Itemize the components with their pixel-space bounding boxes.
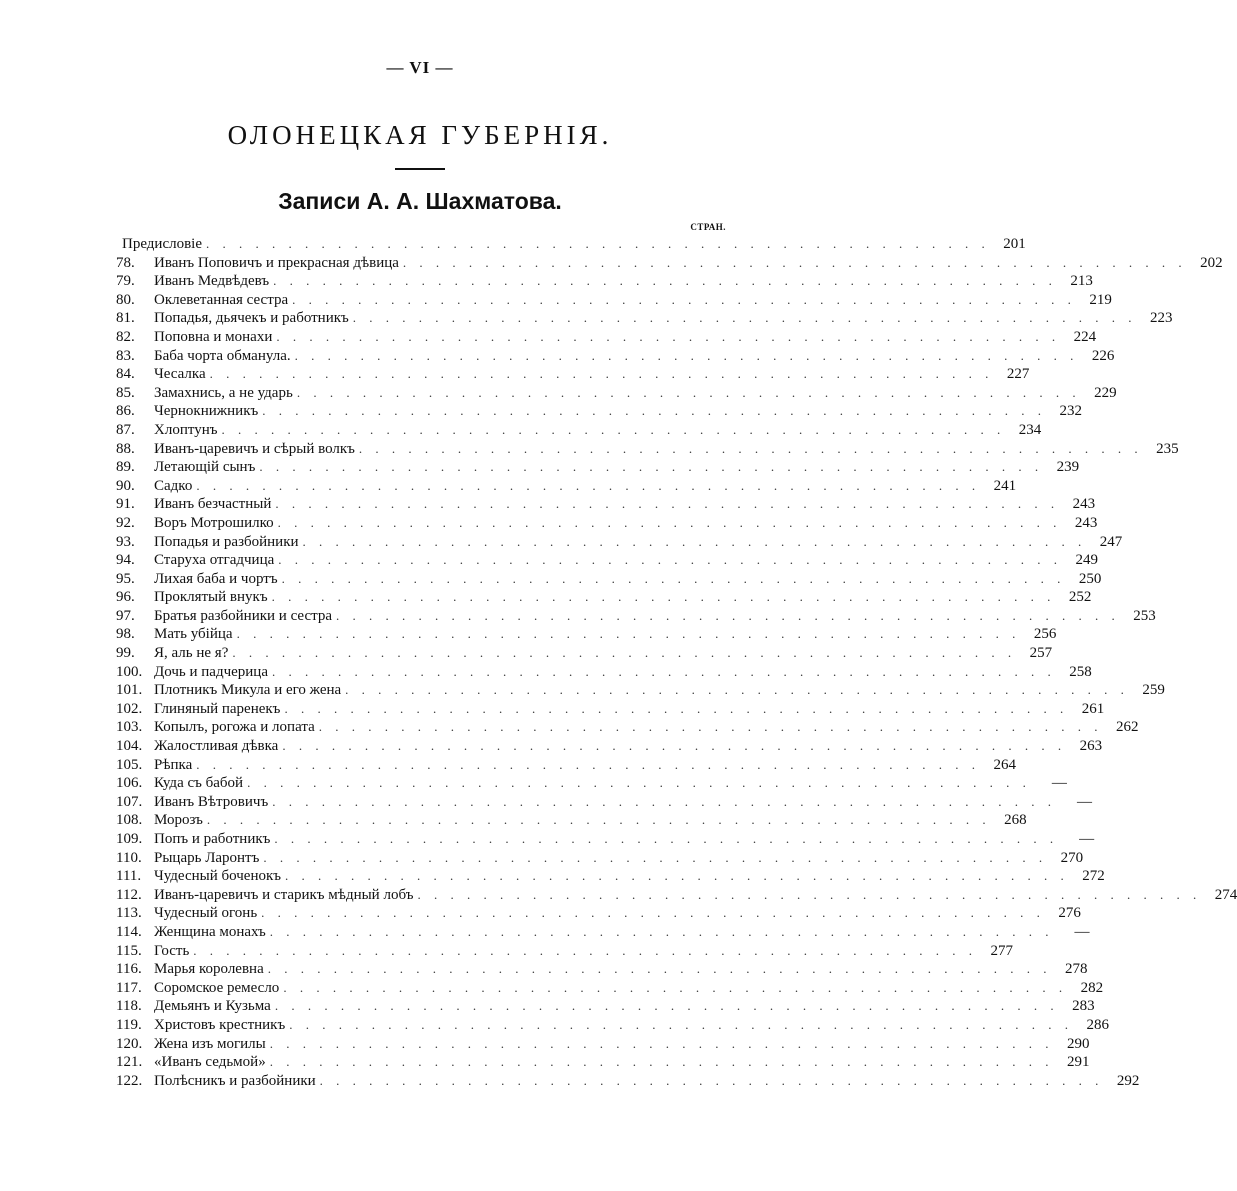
toc-entry-number: 86. [116,403,135,420]
toc-entry-page: 278 [1064,961,1088,978]
toc-row [116,328,1097,347]
dot-leader: . . . . . . . . . . . . . . . . . . . . . . . . . . . . . . . . . . . . . . . . . . . . . . . . [281,570,1066,586]
toc-entry-page: 243 [1072,496,1096,513]
toc-row [116,886,1237,905]
toc-entry-title: Садко [154,477,193,494]
toc-entry-title: Замахнись, а не ударь [154,384,293,401]
dot-leader: . . . . . . . . . . . . . . . . . . . . . . . . . . . . . . . . . . . . . . . . . . . . . . . . [285,868,1069,884]
dot-leader: . . . . . . . . . . . . . . . . . . . . . . . . . . . . . . . . . . . . . . . . . . . . . . . . [196,477,981,493]
dot-leader: . . . . . . . . . . . . . . . . . . . . . . . . . . . . . . . . . . . . . . . . . . . . . . . . [276,328,1061,344]
toc-entry-title: Чернокнижникъ [154,403,259,420]
toc-entry-page: 257 [1029,645,1053,662]
toc-entry-page: 286 [1086,1016,1109,1033]
dot-leader: . . . . . . . . . . . . . . . . . . . . . . . . . . . . . . . . . . . . . . . . . . . . . . . . [196,756,980,772]
toc-entry-title: Предисловіе [122,236,203,252]
toc-entry-number: 111. [116,868,142,885]
toc-entry-title: Проклятый внукъ [154,589,268,606]
toc-entry-title: Жена изъ могилы [154,1035,266,1052]
dot-leader: . . . . . . . . . . . . . . . . . . . . . . . . . . . . . . . . . . . . . . . . . . . . . . . . [221,421,1006,437]
toc-row [116,923,1090,942]
toc-entry-number: 121. [116,1054,143,1071]
toc-row [116,811,1027,830]
toc-row [116,625,1057,644]
dot-leader: . . . . . . . . . . . . . . . . . . . . . . . . . . . . . . . . . . . . . . . . . . . . . . . . [352,310,1137,326]
toc-entry-title: Лихая баба и чортъ [154,570,278,587]
toc-entry-page: 270 [1060,849,1084,866]
toc-entry-number: 105. [116,756,143,773]
toc-entry-title: Старуха отгадчица [154,552,275,569]
toc-entry-title: Соромское ремесло [154,979,280,996]
toc-row [116,737,1103,756]
toc-row [116,272,1093,291]
toc-entry-page: 292 [1116,1072,1140,1089]
dot-leader: . . . . . . . . . . . . . . . . . . . . . . . . . . . . . . . . . . . . . . . . . . . . . . . . [206,812,991,828]
dot-leader: . . . . . . . . . . . . . . . . . . . . . . . . . . . . . . . . . . . . . . . . . . . . . . . . [269,923,1054,939]
toc-entry-title: Гость [154,942,190,959]
toc-entry-page: — [1051,775,1067,792]
toc-entry-number: 80. [116,291,135,308]
toc-entry-title: Попадья и разбойники [154,533,299,550]
toc-entry-number: 87. [116,421,135,438]
toc-row [116,997,1095,1016]
dot-leader: . . . . . . . . . . . . . . . . . . . . . . . . . . . . . . . . . . . . . . . . . . . . . . . . [232,645,1017,661]
dot-leader: . . . . . . . . . . . . . . . . . . . . . . . . . . . . . . . . . . . . . . . . . . . . . . . . [236,626,1021,642]
toc-entry-number: 83. [116,347,135,364]
toc-entry-page: 268 [1004,812,1027,829]
toc-row [116,1035,1090,1054]
dot-leader: . . . . . . . . . . . . . . . . . . . . . . . . . . . . . . . . . . . . . . . . . . . . . . . . [271,589,1056,605]
toc-entry-number: 91. [116,496,135,513]
toc-row [116,551,1099,570]
dot-leader: . . . . . . . . . . . . . . . . . . . . . . . . . . . . . . . . . . . . . . . . . . . . . . . . [262,403,1046,419]
dot-leader: . . . . . . . . . . . . . . . . . . . . . . . . . . . . . . . . . . . . . . . . . . . . . . . . [247,775,1031,791]
toc-entry-title: Иванъ Поповичъ и прекрасная дѣвица [154,254,399,271]
toc-row [116,254,1223,273]
toc-entry-number: 109. [116,831,143,847]
toc-entry-page: 234 [1018,421,1042,438]
toc-entry-page: 202 [1200,254,1223,271]
toc-entry-title: «Иванъ седьмой» [154,1054,266,1071]
dot-leader: . . . . . . . . . . . . . . . . . . . . . . . . . . . . . . . . . . . . . . . . . . . . . . . . [345,682,1129,698]
dot-leader: . . . . . . . . . . . . . . . . . . . . . . . . . . . . . . . . . . . . . . . . . . . . . . . . [292,291,1076,307]
toc-entry-title: Плотникъ Микула и его жена [154,682,342,699]
dot-leader: . . . . . . . . . . . . . . . . . . . . . . . . . . . . . . . . . . . . . . . . . . . . . . . . [274,998,1059,1014]
toc-row [116,867,1105,886]
dot-leader: . . . . . . . . . . . . . . . . . . . . . . . . . . . . . . . . . . . . . . . . . . . . . . . . [267,961,1052,977]
toc-entry-number: 81. [116,310,135,327]
toc-entry-title: Рыцарь Ларонтъ [154,849,260,866]
toc-row [116,533,1123,552]
toc-entry-number: 114. [116,923,142,940]
toc-entry-number: 102. [116,700,143,717]
toc-entry-title: Морозъ [154,812,203,829]
dot-leader: . . . . . . . . . . . . . . . . . . . . . . . . . . . . . . . . . . . . . . . . . . . . . . . . [209,366,994,382]
dot-leader: . . . . . . . . . . . . . . . . . . . . . . . . . . . . . . . . . . . . . . . . . . . . . . . . [261,905,1045,921]
dot-leader: . . . . . . . . . . . . . . . . . . . . . . . . . . . . . . . . . . . . . . . . . . . . . . . . [259,459,1044,475]
toc-entry-page: 290 [1066,1035,1090,1052]
toc-entry-number: 117. [116,979,142,996]
toc-row [116,663,1092,682]
dot-leader: . . . . . . . . . . . . . . . . . . . . . . . . . . . . . . . . . . . . . . . . . . . . . . . . [274,831,1059,846]
toc-entry-page: 272 [1082,868,1105,885]
toc-entry-title: Иванъ Вѣтровичъ [154,793,269,810]
dot-leader: . . . . . . . . . . . . . . . . . . . . . . . . . . . . . . . . . . . . . . . . . . . . . . . . [193,942,978,958]
toc-entry-page: 201 [1003,236,1026,252]
toc-entry-number: 84. [116,366,135,383]
toc-entry-page: 243 [1074,514,1098,531]
toc-entry-number: 110. [116,849,142,866]
dot-leader: . . . . . . . . . . . . . . . . . . . . . . . . . . . . . . . . . . . . . . . . . . . . . . . . [278,552,1063,568]
toc-entry-number: 98. [116,626,135,643]
toc-row [116,347,1115,366]
toc-row [116,421,1042,440]
toc-entry-page: 283 [1072,998,1095,1015]
toc-row [116,979,1104,998]
toc-row [116,849,1084,868]
toc-row [116,756,1016,775]
toc-entry-number: 90. [116,477,135,494]
toc-entry-title: Рѣпка [154,756,193,773]
toc-entry-title: Полѣсникъ и разбойники [154,1072,316,1089]
toc-entry-number: 122. [116,1072,143,1089]
toc-entry-page: 261 [1081,700,1105,717]
toc-entry-page: 241 [993,477,1017,494]
toc-entry-title: Иванъ Медвѣдевъ [154,273,270,290]
toc-entry-title: Демьянъ и Кузьма [154,998,271,1015]
section-subtitle: Записи А. А. Шахматова. [278,188,562,214]
toc-entry-number: 119. [116,1016,142,1033]
toc-entry-title: Женщина монахъ [154,923,266,940]
toc-entry-number: 112. [116,886,142,903]
toc-entry-page: 291 [1066,1054,1090,1071]
toc-entry-number: 108. [116,812,143,829]
toc-entry-page: 249 [1075,552,1099,569]
toc-entry-page: 239 [1056,459,1080,476]
toc-entry-page: 247 [1099,533,1123,550]
toc-entry-number: 95. [116,570,135,587]
toc-entry-number: 88. [116,440,135,457]
toc-entry-title: Копылъ, рогожа и лопата [154,719,315,736]
toc-entry-title: Мать убійца [154,626,233,643]
toc-entry-title: Жалостливая дѣвка [154,738,279,755]
dot-leader: . . . . . . . . . . . . . . . . . . . . . . . . . . . . . . . . . . . . . . . . . . . . . . . . [294,347,1079,363]
toc-row [116,607,1156,626]
toc-row [116,365,1030,384]
toc-row [116,1072,1140,1091]
toc-entry-title: Марья королевна [154,961,264,978]
toc-entry-number: 116. [116,961,142,978]
toc-entry-page: 264 [993,756,1016,773]
toc-entry-title: Чесалка [154,366,206,383]
toc-entry-page: 258 [1069,663,1092,680]
toc-entry-number: 82. [116,328,135,345]
dot-leader: . . . . . . . . . . . . . . . . . . . . . . . . . . . . . . . . . . . . . . . . . . . . . . . . [289,1016,1073,1032]
dot-leader: . . . . . . . . . . . . . . . . . . . . . . . . . . . . . . . . . . . . . . . . . . . . . . . . [417,886,1202,902]
toc-row [116,309,1173,328]
toc-entry-number: 78. [116,254,135,271]
toc-entry-page: 276 [1058,905,1081,922]
toc-row [116,458,1080,477]
page-column-header: СТРАН. [690,222,726,232]
toc-entry-number: 79. [116,273,135,290]
toc-entry-page: — [1074,923,1090,940]
toc-entry-number: 97. [116,607,135,624]
toc-entry-page: 250 [1078,570,1102,587]
toc-entry-page: 226 [1091,347,1115,364]
toc-entry-number: 103. [116,719,143,736]
toc-entry-title: Поповна и монахи [154,328,273,345]
toc-entry-title: Глиняный паренекъ [154,700,281,717]
toc-entry-page: 259 [1142,682,1165,699]
dot-leader: . . . . . . . . . . . . . . . . . . . . . . . . . . . . . . . . . . . . . . . . . . . . . . . . [296,384,1081,400]
toc-row [116,440,1179,459]
toc-row [116,700,1105,719]
toc-entry-number: 101. [116,682,143,699]
toc-entry-page: 223 [1150,310,1173,327]
dot-leader: . . . . . . . . . . . . . . . . . . . . . . . . . . . . . . . . . . . . . . . . . . . . . . . . [358,440,1143,456]
toc-entry-number: 99. [116,645,135,662]
toc-entry-number: 120. [116,1035,143,1052]
toc-row [116,681,1165,700]
toc-entry-page: — [1079,831,1095,847]
toc-row [116,495,1096,514]
toc-entry-page: — [1076,793,1092,810]
toc-entry-page: 232 [1059,403,1082,420]
toc-entry-page: 224 [1073,328,1097,345]
toc-entry-title: Дочь и падчерица [154,663,268,680]
toc-entry-number: 85. [116,384,135,401]
toc-row [116,942,1014,961]
toc-entry-page: 263 [1079,738,1103,755]
dot-leader: . . . . . . . . . . . . . . . . . . . . . . . . . . . . . . . . . . . . . . . . . . . . . . . . [277,514,1062,530]
toc-entry-page: 253 [1133,607,1156,624]
toc-row [116,477,1017,496]
toc-entry-title: Хлоптунъ [154,421,218,438]
toc-entry-page: 213 [1070,273,1093,290]
toc-row [116,235,1026,254]
toc-entry-title: Баба чорта обманула. [154,347,291,364]
table-of-contents [116,235,1237,1090]
toc-row [116,514,1098,533]
toc-entry-page: 219 [1089,291,1112,308]
dot-leader: . . . . . . . . . . . . . . . . . . . . . . . . . . . . . . . . . . . . . . . . . . . . . . . . [302,533,1087,549]
dot-leader: . . . . . . . . . . . . . . . . . . . . . . . . . . . . . . . . . . . . . . . . . . . . . . . . [319,1072,1104,1088]
heading-divider [395,168,445,170]
toc-entry-title: Иванъ безчастный [154,496,272,513]
toc-entry-title: Христовъ крестникъ [154,1016,286,1033]
dot-leader: . . . . . . . . . . . . . . . . . . . . . . . . . . . . . . . . . . . . . . . . . . . . . . . . [282,738,1067,754]
toc-entry-number: 100. [116,663,143,680]
toc-entry-page: 274 [1214,886,1237,903]
toc-entry-number: 115. [116,942,142,959]
toc-entry-title: Братья разбойники и сестра [154,607,332,624]
toc-row [116,588,1092,607]
toc-entry-number: 96. [116,589,135,606]
toc-row [116,904,1081,923]
dot-leader: . . . . . . . . . . . . . . . . . . . . . . . . . . . . . . . . . . . . . . . . . . . . . . . . [263,849,1048,865]
toc-entry-number: 106. [116,775,143,792]
toc-row [116,644,1053,663]
toc-entry-title: Попадья, дьячекъ и работникъ [154,310,349,327]
toc-row [116,960,1088,979]
toc-entry-page: 256 [1033,626,1057,643]
toc-row [116,1016,1109,1035]
page-number: — VI — [386,58,454,77]
toc-entry-title: Куда съ бабой [154,775,244,792]
toc-entry-title: Я, аль не я? [154,645,229,662]
dot-leader: . . . . . . . . . . . . . . . . . . . . . . . . . . . . . . . . . . . . . . . . . . . . . . . . [283,979,1068,995]
toc-entry-title: Попъ и работникъ [154,831,271,847]
toc-entry-title: Оклеветанная сестра [154,291,289,308]
province-heading: ОЛОНЕЦКАЯ ГУБЕРНІЯ. [227,120,613,150]
dot-leader: . . . . . . . . . . . . . . . . . . . . . . . . . . . . . . . . . . . . . . . . . . . . . . . . [275,496,1060,512]
toc-entry-page: 277 [990,942,1014,959]
dot-leader: . . . . . . . . . . . . . . . . . . . . . . . . . . . . . . . . . . . . . . . . . . . . . . . . [269,1054,1054,1070]
toc-row [116,774,1067,793]
toc-entry-title: Воръ Мотрошилко [154,514,274,531]
toc-entry-title: Чудесный боченокъ [154,868,282,885]
dot-leader: . . . . . . . . . . . . . . . . . . . . . . . . . . . . . . . . . . . . . . . . . . . . . . . . [318,719,1103,735]
dot-leader: . . . . . . . . . . . . . . . . . . . . . . . . . . . . . . . . . . . . . . . . . . . . . . . . [336,607,1120,623]
toc-entry-number: 113. [116,905,142,922]
toc-entry-number: 94. [116,552,135,569]
toc-row [116,793,1092,812]
toc-entry-title: Иванъ-царевичъ и сѣрый волкъ [154,440,355,457]
dot-leader: . . . . . . . . . . . . . . . . . . . . . . . . . . . . . . . . . . . . . . . . . . . . . . . . [402,254,1187,270]
toc-entry-page: 235 [1156,440,1179,457]
toc-row [116,570,1102,589]
toc-entry-title: Иванъ-царевичъ и старикъ мѣдный лобъ [154,886,414,903]
dot-leader: . . . . . . . . . . . . . . . . . . . . . . . . . . . . . . . . . . . . . . . . . . . . . . . . [269,1035,1054,1051]
toc-entry-number: 93. [116,533,135,550]
toc-entry-page: 262 [1116,719,1139,736]
dot-leader: . . . . . . . . . . . . . . . . . . . . . . . . . . . . . . . . . . . . . . . . . . . . . . . . [272,663,1056,679]
dot-leader: . . . . . . . . . . . . . . . . . . . . . . . . . . . . . . . . . . . . . . . . . . . . . . . . [206,236,990,251]
toc-entry-page: 282 [1080,979,1104,996]
toc-row [116,830,1095,849]
toc-entry-number: 92. [116,514,135,531]
toc-entry-page: 229 [1094,384,1117,401]
dot-leader: . . . . . . . . . . . . . . . . . . . . . . . . . . . . . . . . . . . . . . . . . . . . . . . . [273,273,1057,289]
dot-leader: . . . . . . . . . . . . . . . . . . . . . . . . . . . . . . . . . . . . . . . . . . . . . . . . [272,793,1056,809]
toc-row [116,291,1112,310]
dot-leader: . . . . . . . . . . . . . . . . . . . . . . . . . . . . . . . . . . . . . . . . . . . . . . . . [284,700,1069,716]
toc-entry-page: 227 [1006,366,1030,383]
toc-entry-number: 89. [116,459,135,476]
toc-row [116,1053,1090,1072]
toc-entry-number: 104. [116,738,143,755]
toc-entry-title: Летающій сынъ [154,459,256,476]
toc-entry-number: 118. [116,998,142,1015]
toc-entry-title: Чудесный огонь [154,905,258,922]
toc-entry-number: 107. [116,793,143,810]
toc-row [116,384,1117,403]
toc-row [116,402,1082,421]
toc-row [116,718,1139,737]
toc-entry-page: 252 [1068,589,1092,606]
